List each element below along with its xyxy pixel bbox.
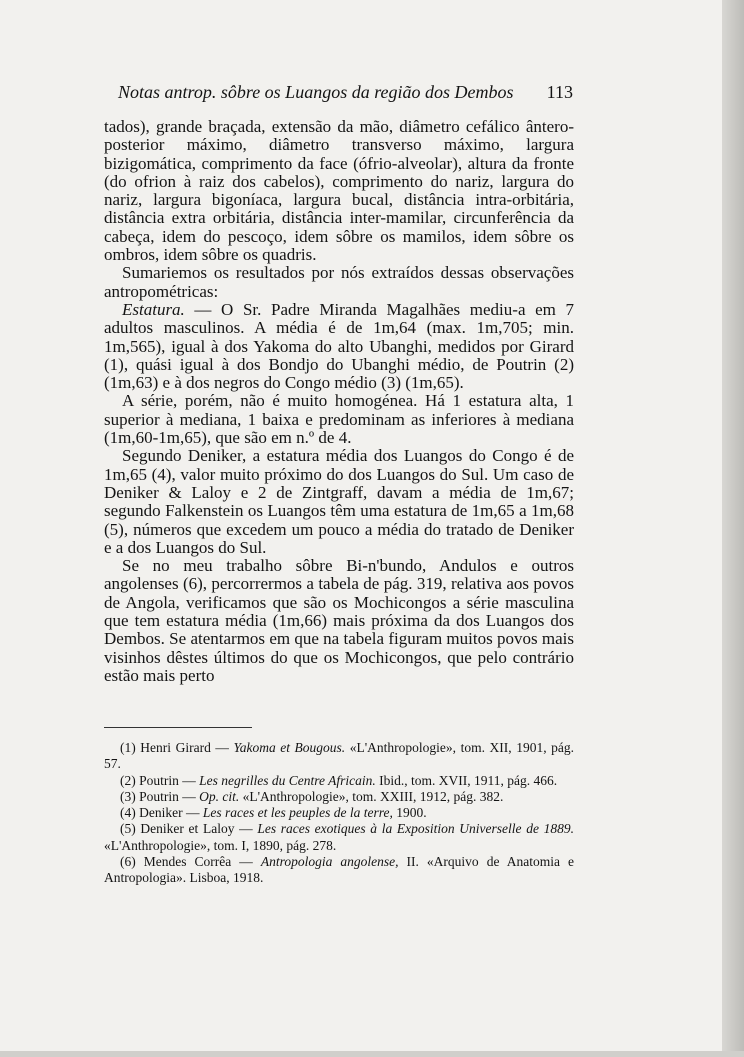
section-lead: Estatura.	[122, 299, 185, 319]
footnote-source: Ibid., tom. XVII, 1911, pág. 466.	[375, 772, 558, 788]
footnote-author: (6) Mendes Corrêa —	[120, 854, 261, 870]
footnote-source: «L'Anthropologie», tom. XXIII, 1912, pág. 382.	[239, 788, 504, 804]
footnote-title: Les negrilles du Centre Africain.	[199, 772, 376, 788]
footnote-source: 1900.	[392, 805, 427, 821]
footnote	[104, 805, 574, 821]
paragraph: Sumariemos os resultados por nós extraídos dessas observações antropométricas:	[104, 263, 574, 301]
paragraph-text: — O Sr. Padre Miranda Magalhães mediu-a em 7 adultos masculinos. A média é de 1m,64 (max. 1m,705; min. 1m,565), igual à dos Yakoma do alto Ubanghi, medidos por Girard (1), quási igual à dos Bondjo do Ubanghi médio, de Poutrin (2) (1m,63) e à dos negros do Congo médio (3) (1m,65).	[104, 299, 574, 393]
running-title: Notas antrop. sôbre os Luangos da região dos Dembos	[118, 82, 514, 102]
footnote-rule	[104, 727, 252, 728]
page-edge-shadow	[722, 0, 744, 1057]
footnote-title: Yakoma et Bougous.	[233, 740, 346, 755]
footnote	[104, 789, 574, 805]
paragraph	[104, 301, 574, 392]
footnote	[104, 773, 574, 789]
footnote-source: «L'Anthropologie», tom. XII, 1901, pág. 57.	[104, 740, 574, 772]
footnote-author: (2) Poutrin —	[120, 772, 200, 788]
paragraph: Se no meu trabalho sôbre Bi-n'bundo, Andulos e outros angolenses (6), percorrermos a tabela de pág. 319, relativa aos povos de Angola, verificamos que são os Mochicongos a série masculina que tem estatura média (1m,66) mais próxima da dos Luangos dos Dembos. Se atentarmos em que na tabela figuram muitos povos mais visinhos dêstes últimos do que os Mochicongos, que pelo contrário estão mais perto	[104, 556, 574, 685]
body-text	[104, 118, 574, 685]
footnote	[104, 740, 574, 773]
paragraph: A série, porém, não é muito homogénea. Há 1 estatura alta, 1 superior à mediana, 1 baixa e predominam as inferiores à mediana (1m,60-1m,65), que são em n.º de 4.	[104, 391, 574, 448]
page-bottom-edge	[0, 1051, 744, 1057]
footnote-source: II. «Arquivo de Anatomia e Antropologia». Lisboa, 1918.	[104, 854, 574, 886]
running-header	[118, 80, 573, 104]
footnote	[104, 854, 574, 887]
footnote-author: (5) Deniker et Laloy —	[120, 821, 258, 837]
footnote-title: Les races exotiques à la Exposition Universelle de 1889.	[257, 821, 574, 837]
footnote	[104, 821, 574, 854]
page-number: 113	[546, 82, 573, 102]
footnote-author: (1) Henri Girard —	[120, 740, 234, 755]
footnote-title: Antropologia angolense,	[260, 854, 399, 870]
footnote-author: (4) Deniker —	[120, 805, 203, 821]
footnote-source: «L'Anthropologie», tom. I, 1890, pág. 278.	[104, 837, 337, 853]
paragraph: Segundo Deniker, a estatura média dos Luangos do Congo é de 1m,65 (4), valor muito próximo do dos Luangos do Sul. Um caso de Deniker & Laloy e 2 de Zintgraff, davam a média de 1m,67; segundo Falkenstein os Luangos têm uma estatura de 1m,65 a 1m,68 (5), números que excedem um pouco a média do tratado de Deniker e a dos Luangos do Sul.	[104, 446, 574, 557]
footnote-title: Les races et les peuples de la terre,	[202, 805, 393, 821]
footnote-title: Op. cit.	[199, 788, 240, 804]
footnote-author: (3) Poutrin —	[120, 788, 200, 804]
footnotes	[104, 740, 574, 887]
paragraph: tados), grande braçada, extensão da mão, diâmetro cefálico ântero-posterior máximo, diâmetro transverso máximo, largura bizigomática, comprimento da face (ófrio-alveolar), altura da fronte (do ofrion à raiz dos cabelos), comprimento do nariz, largura do nariz, largura bigoníaca, largura bucal, distância intra-orbitária, distância extra orbitária, distância inter-mamilar, circunferência da cabeça, idem do pescoço, idem sôbre os mamilos, idem sôbre os ombros, idem sôbre os quadris.	[104, 117, 574, 265]
